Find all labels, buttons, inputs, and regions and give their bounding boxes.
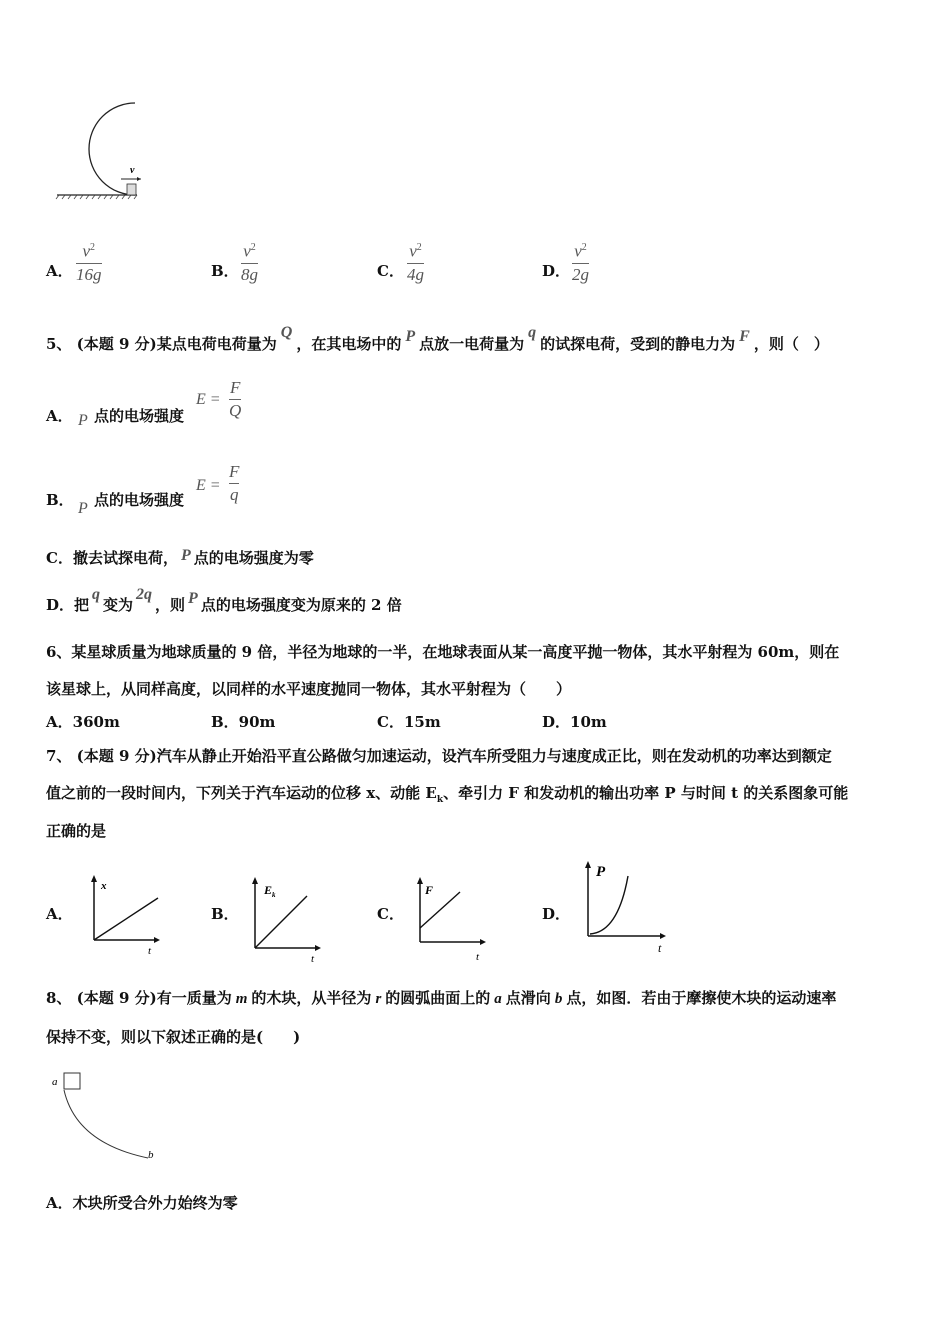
q8-stem-line1: 8、 (本题 9 分)有一质量为 m 的木块，从半径为 r 的圆弧曲面上的 a 点滑向 b 点，如图．若由于摩擦使木块的运动速率 <box>46 989 837 1007</box>
q6-option-a: A．360m <box>46 713 120 731</box>
q7-option-b-label: B． <box>211 905 239 923</box>
graph-ek-t <box>245 872 325 964</box>
q7-option-d-label: D． <box>542 905 571 923</box>
q7-stem-line1: 7、 (本题 9 分)汽车从静止开始沿平直公路做匀加速运动，设汽车所受阻力与速度成正比，则在发动机的功率达到额定 <box>46 747 832 765</box>
option-label: A． <box>46 262 73 280</box>
x-axis-label: t <box>311 953 315 964</box>
q6-option-d: D．10m <box>542 713 607 731</box>
q7-option-a-label: A． <box>46 905 73 923</box>
q7-stem-line3: 正确的是 <box>46 822 107 840</box>
x-axis-label: t <box>658 941 662 955</box>
y-axis-label: F <box>425 883 434 897</box>
option-label: A． <box>46 407 73 425</box>
q8-stem-line2: 保持不变，则以下叙述正确的是( ) <box>46 1028 301 1046</box>
q7-stem-line2: 值之前的一段时间内，下列关于汽车运动的位移 x、动能 $E_k$、牵引力 F 和发动机的输出功率 P 与时间 t 的关系图象可能 <box>46 784 849 805</box>
y-axis-label: x <box>101 880 107 892</box>
fraction: $v^2$ 2g <box>572 241 589 284</box>
fraction: $v^2$ 16g <box>76 241 102 284</box>
q7-option-c-label: C． <box>377 905 404 923</box>
option-label: C． <box>377 262 404 280</box>
q5-stem: 5、 (本题 9 分)某点电荷电荷量为Q，在其电场中的 P 点放一电荷量为q的试探电荷，受到的静电力为 F ，则（ ） <box>46 324 829 353</box>
option-label: B． <box>211 262 239 280</box>
y-axis-label: P <box>596 864 606 880</box>
fraction: $v^2$ 8g <box>241 241 258 284</box>
q6-stem-line1: 6、某星球质量为地球质量的 9 倍，半径为地球的一半，在地球表面从某一高度平抛一物体，其水平射程为 60m，则在 <box>46 643 840 661</box>
arc-surface-figure <box>48 1068 168 1168</box>
fraction: $v^2$ 4g <box>407 241 424 284</box>
svg-text:Ek: $E_k$ <box>264 883 276 899</box>
q6-option-c: C．15m <box>377 713 441 731</box>
x-axis-label: t <box>476 951 480 963</box>
q8-option-a: A．木块所受合外力始终为零 <box>46 1194 238 1212</box>
point-b-label: b <box>148 1149 154 1161</box>
x-axis-label: t <box>148 945 152 957</box>
q5-option-d: D．把q变为2q，则 P 点的电场强度变为原来的 2 倍 <box>46 586 402 614</box>
graph-x-t <box>84 872 164 958</box>
point-a-label: a <box>52 1076 58 1088</box>
y-axis-label: E <box>264 883 273 897</box>
q5-option-c: C．撤去试探电荷， P 点的电场强度为零 <box>46 547 314 567</box>
option-label: B． <box>46 491 74 509</box>
q6-option-b: B．90m <box>211 713 276 731</box>
graph-p-t <box>578 856 670 956</box>
q6-stem-line2: 该星球上，从同样高度，以同样的水平速度抛同一物体，其水平射程为（ ） <box>46 680 572 698</box>
option-label: D． <box>542 262 571 280</box>
graph-f-t <box>410 872 490 964</box>
loop-track-figure <box>55 100 190 205</box>
velocity-label: v <box>130 165 135 176</box>
